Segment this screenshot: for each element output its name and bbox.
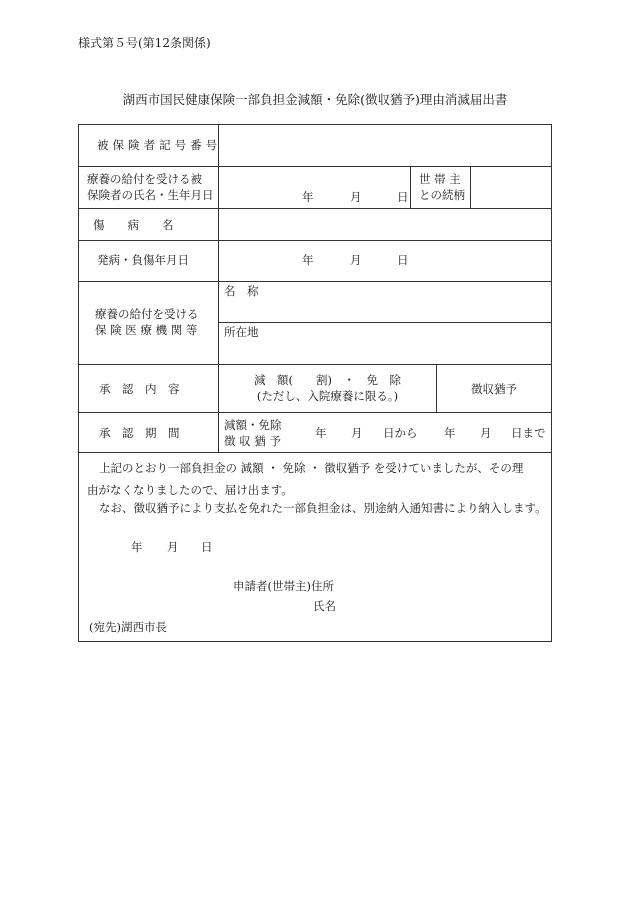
row-divider bbox=[79, 452, 551, 453]
onset-day-label: 日 bbox=[397, 253, 409, 267]
birth-year-label: 年 bbox=[302, 190, 314, 204]
institution-name-label: 名 称 bbox=[224, 284, 259, 298]
patient-label-line2: 保険者の氏名・生年月日 bbox=[87, 188, 214, 202]
relationship-field[interactable] bbox=[472, 168, 549, 206]
institution-address-label: 所在地 bbox=[224, 325, 259, 339]
row-divider bbox=[79, 240, 551, 241]
period-kind-deferral[interactable]: 徴 収 猶 予 bbox=[224, 434, 281, 448]
institution-label-line2: 保 険 医 療 機 関 等 bbox=[95, 323, 198, 337]
patient-name-birth-field[interactable] bbox=[221, 168, 408, 206]
onset-month-label: 月 bbox=[350, 253, 362, 267]
household-head-label-line1: 世 帯 主 bbox=[419, 172, 461, 186]
approval-content-label: 承 認 内 容 bbox=[99, 382, 180, 396]
form-table bbox=[78, 124, 552, 642]
birth-month-label: 月 bbox=[350, 190, 362, 204]
deferral-option[interactable]: 徴収猶予 bbox=[471, 382, 517, 396]
to-year-label: 年 bbox=[444, 426, 456, 440]
to-month-label: 月 bbox=[480, 426, 492, 440]
birth-day-label: 日 bbox=[397, 190, 409, 204]
row-divider bbox=[79, 412, 551, 413]
column-divider bbox=[218, 125, 219, 452]
submit-year-label: 年 bbox=[131, 540, 143, 554]
patient-label-line1: 療養の給付を受ける被 bbox=[87, 172, 202, 186]
addressee: (宛先)湖西市長 bbox=[89, 620, 167, 634]
from-month-label: 月 bbox=[351, 426, 363, 440]
applicant-name-label: 氏名 bbox=[313, 599, 336, 613]
injury-name-field[interactable] bbox=[221, 210, 549, 239]
onset-date-field[interactable] bbox=[221, 242, 549, 280]
reduction-exemption-option[interactable]: 減 額( 割) ・ 免 除 bbox=[254, 373, 401, 387]
column-divider bbox=[470, 166, 471, 208]
row-divider bbox=[219, 322, 551, 323]
institution-label-line1: 療養の給付を受ける bbox=[95, 307, 199, 321]
household-head-label-line2: との続柄 bbox=[419, 188, 465, 202]
document-title: 湖西市国民健康保険一部負担金減額・免除(徴収猶予)理由消滅届出書 bbox=[122, 92, 508, 107]
from-suffix-label: 日から bbox=[383, 426, 418, 440]
inpatient-only-note: (ただし、入院療養に限る。) bbox=[256, 389, 399, 403]
submit-month-label: 月 bbox=[167, 540, 179, 554]
period-kind-reduction[interactable]: 減額・免除 bbox=[224, 418, 282, 432]
injury-name-label: 傷 病 名 bbox=[93, 218, 174, 232]
insured-number-label: 被保険者記号番号 bbox=[97, 138, 222, 152]
submit-day-label: 日 bbox=[201, 540, 213, 554]
institution-address-field[interactable] bbox=[221, 340, 549, 363]
form-number: 様式第５号(第12条関係) bbox=[78, 36, 211, 50]
onset-year-label: 年 bbox=[302, 253, 314, 267]
onset-date-label: 発病・負傷年月日 bbox=[97, 253, 189, 267]
body-text-line2: 由がなくなりましたので、届け出ます。 bbox=[87, 483, 293, 497]
row-divider bbox=[79, 166, 551, 167]
insured-number-field[interactable] bbox=[221, 127, 549, 164]
body-text-line1: 上記のとおり一部負担金の 減額 ・ 免除 ・ 徴収猶予 を受けていましたが、その理 bbox=[99, 461, 524, 475]
column-divider bbox=[410, 166, 411, 208]
to-suffix-label: 日まで bbox=[511, 426, 546, 440]
applicant-name-field[interactable] bbox=[341, 596, 543, 614]
body-text-line3: なお、徴収猶予により支払を免れた一部負担金は、別途納入通知書により納入します。 bbox=[99, 501, 547, 515]
applicant-address-label: 申請者(世帯主)住所 bbox=[233, 579, 334, 593]
approval-period-label: 承 認 期 間 bbox=[99, 426, 180, 440]
applicant-address-field[interactable] bbox=[347, 576, 543, 594]
institution-name-field[interactable] bbox=[221, 299, 549, 321]
row-divider bbox=[79, 281, 551, 282]
from-year-label: 年 bbox=[315, 426, 327, 440]
row-divider bbox=[79, 208, 551, 209]
row-divider bbox=[79, 364, 551, 365]
